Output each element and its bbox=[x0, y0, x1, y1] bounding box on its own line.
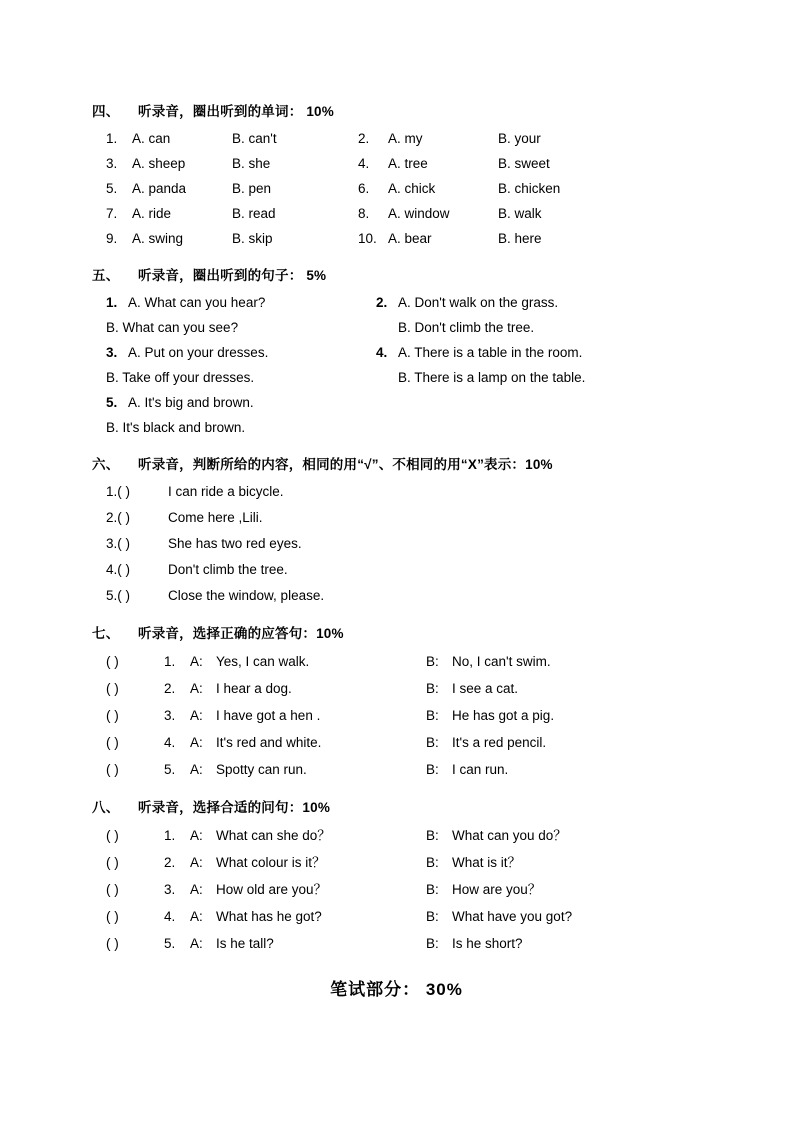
question-number: 10. bbox=[358, 231, 377, 246]
question-number: 1. bbox=[164, 828, 176, 843]
option-b-label: B: bbox=[426, 828, 439, 843]
option-b[interactable]: What have you got? bbox=[452, 909, 573, 924]
question-right bbox=[356, 290, 558, 315]
answer-blank[interactable]: ( ) bbox=[106, 882, 119, 897]
option-a-label: A: bbox=[190, 708, 203, 723]
question-number: 5. bbox=[164, 936, 176, 951]
option-b[interactable]: B. she bbox=[232, 156, 271, 171]
question-row bbox=[92, 930, 712, 957]
spacer bbox=[376, 315, 398, 340]
question-number: 3. bbox=[106, 345, 118, 360]
question-text: Come here ,Lili. bbox=[168, 510, 263, 525]
option-b[interactable]: B. walk bbox=[498, 206, 542, 221]
answer-blank[interactable]: 3.( ) bbox=[106, 536, 131, 551]
question-row bbox=[92, 756, 712, 783]
option-b[interactable]: How are you？ bbox=[452, 882, 542, 897]
option-a[interactable]: A. tree bbox=[388, 156, 428, 171]
option-b-label: B: bbox=[426, 708, 439, 723]
question-left bbox=[92, 226, 358, 251]
question-row bbox=[92, 340, 712, 365]
question-number: 5. bbox=[106, 395, 118, 410]
question-right bbox=[358, 151, 550, 176]
option-a[interactable]: I hear a dog. bbox=[216, 681, 292, 696]
option-b-label: B: bbox=[426, 909, 439, 924]
option-a[interactable]: A. There is a table in the room. bbox=[398, 345, 583, 360]
section-eight-heading bbox=[92, 796, 712, 816]
question-number: 5. bbox=[106, 181, 118, 196]
option-b[interactable]: B. read bbox=[232, 206, 276, 221]
answer-blank[interactable]: ( ) bbox=[106, 762, 119, 777]
question-row bbox=[92, 390, 712, 415]
section-five bbox=[92, 264, 712, 440]
option-b-label: B: bbox=[426, 936, 439, 951]
option-b[interactable]: He has got a pig. bbox=[452, 708, 555, 723]
option-a[interactable]: A. chick bbox=[388, 181, 436, 196]
section-eight-title: 听录音，选择合适的问句：10% bbox=[138, 800, 331, 815]
question-row bbox=[92, 201, 712, 226]
option-a-label: A: bbox=[190, 936, 203, 951]
option-a[interactable]: How old are you？ bbox=[216, 882, 328, 897]
question-row bbox=[92, 583, 712, 609]
section-five-number: 五、 bbox=[92, 268, 120, 283]
question-row bbox=[92, 531, 712, 557]
question-number: 3. bbox=[106, 156, 118, 171]
option-a[interactable]: A. It's big and brown. bbox=[128, 395, 254, 410]
option-a[interactable]: It's red and white. bbox=[216, 735, 322, 750]
question-row bbox=[92, 729, 712, 756]
option-b[interactable]: B. skip bbox=[232, 231, 273, 246]
answer-blank[interactable]: ( ) bbox=[106, 909, 119, 924]
answer-blank[interactable]: 1.( ) bbox=[106, 484, 131, 499]
question-number: 3. bbox=[164, 882, 176, 897]
question-number: 8. bbox=[358, 206, 370, 221]
section-seven-number: 七、 bbox=[92, 626, 120, 641]
question-number: 4. bbox=[164, 909, 176, 924]
option-b[interactable]: B. What can you see? bbox=[106, 320, 239, 335]
option-b-label: B: bbox=[426, 735, 439, 750]
answer-blank[interactable]: ( ) bbox=[106, 708, 119, 723]
option-b[interactable]: No, I can't swim. bbox=[452, 654, 551, 669]
question-text: Close the window, please. bbox=[168, 588, 325, 603]
option-b[interactable]: It's a red pencil. bbox=[452, 735, 547, 750]
option-a[interactable]: Spotty can run. bbox=[216, 762, 307, 777]
question-number: 2. bbox=[164, 681, 176, 696]
question-row bbox=[92, 557, 712, 583]
option-a[interactable]: What colour is it？ bbox=[216, 855, 326, 870]
option-b[interactable]: B. There is a lamp on the table. bbox=[398, 370, 586, 385]
question-row bbox=[92, 151, 712, 176]
option-a[interactable]: Is he tall? bbox=[216, 936, 274, 951]
question-row bbox=[92, 226, 712, 251]
paper-content bbox=[92, 100, 712, 970]
option-b[interactable]: What is it？ bbox=[452, 855, 522, 870]
option-a-label: A: bbox=[190, 762, 203, 777]
answer-blank[interactable]: ( ) bbox=[106, 936, 119, 951]
answer-blank[interactable]: ( ) bbox=[106, 654, 119, 669]
option-a[interactable]: A. sheep bbox=[132, 156, 186, 171]
answer-blank[interactable]: 2.( ) bbox=[106, 510, 131, 525]
option-b-label: B: bbox=[426, 882, 439, 897]
option-b[interactable]: B. sweet bbox=[498, 156, 550, 171]
question-number: 1. bbox=[106, 295, 118, 310]
answer-blank[interactable]: 4.( ) bbox=[106, 562, 131, 577]
option-a-label: A: bbox=[190, 855, 203, 870]
question-row bbox=[92, 849, 712, 876]
question-row bbox=[92, 675, 712, 702]
section-seven-heading bbox=[92, 622, 712, 642]
option-a[interactable]: A. Don't walk on the grass. bbox=[398, 295, 559, 310]
answer-blank[interactable]: ( ) bbox=[106, 855, 119, 870]
question-number: 4. bbox=[358, 156, 370, 171]
question-right bbox=[358, 226, 542, 251]
option-a[interactable]: A. swing bbox=[132, 231, 184, 246]
option-a[interactable]: What can she do？ bbox=[216, 828, 331, 843]
question-number: 3. bbox=[164, 708, 176, 723]
question-number: 2. bbox=[358, 131, 370, 146]
option-b-label: B: bbox=[426, 762, 439, 777]
option-b[interactable]: B. chicken bbox=[498, 181, 561, 196]
question-row bbox=[92, 176, 712, 201]
section-four-heading bbox=[92, 100, 712, 120]
option-a[interactable]: A. panda bbox=[132, 181, 187, 196]
option-a[interactable]: Yes, I can walk. bbox=[216, 654, 310, 669]
section-four bbox=[92, 100, 712, 251]
question-row bbox=[92, 126, 712, 151]
section-five-heading bbox=[92, 264, 712, 284]
option-a-label: A: bbox=[190, 735, 203, 750]
question-row bbox=[92, 822, 712, 849]
question-number: 2. bbox=[376, 295, 388, 310]
option-b-label: B: bbox=[426, 855, 439, 870]
section-six bbox=[92, 453, 712, 609]
option-a-label: A: bbox=[190, 909, 203, 924]
section-eight bbox=[92, 796, 712, 957]
option-b[interactable]: Is he short? bbox=[452, 936, 523, 951]
question-left bbox=[92, 151, 358, 176]
section-six-title: 听录音，判断所给的内容，相同的用“√”、不相同的用“X”表示：10% bbox=[138, 457, 553, 472]
spacer bbox=[376, 365, 398, 390]
question-left bbox=[92, 176, 358, 201]
question-number: 1. bbox=[106, 131, 118, 146]
option-b-label: B: bbox=[426, 654, 439, 669]
question-number: 1. bbox=[164, 654, 176, 669]
question-number: 4. bbox=[164, 735, 176, 750]
question-left bbox=[92, 126, 358, 151]
question-left bbox=[92, 365, 356, 390]
option-a[interactable]: A. What can you hear? bbox=[128, 295, 266, 310]
option-b[interactable]: What can you do？ bbox=[452, 828, 567, 843]
question-row bbox=[92, 702, 712, 729]
question-right bbox=[358, 176, 560, 201]
option-a[interactable]: A. Put on your dresses. bbox=[128, 345, 269, 360]
answer-blank[interactable]: ( ) bbox=[106, 828, 119, 843]
question-text: I can ride a bicycle. bbox=[168, 484, 284, 499]
question-text: Don't climb the tree. bbox=[168, 562, 288, 577]
section-five-title: 听录音，圈出听到的句子： 5% bbox=[138, 268, 327, 283]
option-b[interactable]: B. here bbox=[498, 231, 542, 246]
question-left bbox=[92, 340, 356, 365]
section-six-heading bbox=[92, 453, 712, 473]
question-row bbox=[92, 876, 712, 903]
option-a-label: A: bbox=[190, 828, 203, 843]
option-b[interactable]: I see a cat. bbox=[452, 681, 519, 696]
option-b[interactable]: I can run. bbox=[452, 762, 509, 777]
section-four-title: 听录音，圈出听到的单词： 10% bbox=[138, 104, 334, 119]
option-b[interactable]: B. can't bbox=[232, 131, 277, 146]
question-number: 2. bbox=[164, 855, 176, 870]
option-a-label: A: bbox=[190, 654, 203, 669]
question-left bbox=[92, 201, 358, 226]
option-a[interactable]: What has he got? bbox=[216, 909, 322, 924]
section-seven bbox=[92, 622, 712, 783]
question-number: 9. bbox=[106, 231, 118, 246]
question-row bbox=[92, 648, 712, 675]
option-b[interactable]: B. It's black and brown. bbox=[106, 420, 246, 435]
answer-blank[interactable]: 5.( ) bbox=[106, 588, 131, 603]
option-a[interactable]: A. window bbox=[388, 206, 450, 221]
option-a[interactable]: A. ride bbox=[132, 206, 172, 221]
answer-blank[interactable]: ( ) bbox=[106, 681, 119, 696]
question-row bbox=[92, 290, 712, 315]
question-right bbox=[356, 340, 582, 365]
option-a[interactable]: I have got a hen . bbox=[216, 708, 321, 723]
option-b[interactable]: B. Take off your dresses. bbox=[106, 370, 255, 385]
question-left bbox=[92, 390, 356, 415]
question-row-cont bbox=[92, 415, 712, 440]
section-six-number: 六、 bbox=[92, 457, 120, 472]
question-left bbox=[92, 315, 356, 340]
option-b[interactable]: B. Don't climb the tree. bbox=[398, 320, 535, 335]
question-row-cont bbox=[92, 315, 712, 340]
question-right bbox=[358, 126, 541, 151]
question-right bbox=[356, 365, 585, 390]
option-a-label: A: bbox=[190, 882, 203, 897]
option-b-label: B: bbox=[426, 681, 439, 696]
question-row bbox=[92, 479, 712, 505]
section-four-number: 四、 bbox=[92, 104, 120, 119]
option-b[interactable]: B. your bbox=[498, 131, 541, 146]
answer-blank[interactable]: ( ) bbox=[106, 735, 119, 750]
option-a[interactable]: A. can bbox=[132, 131, 171, 146]
question-left bbox=[92, 415, 356, 440]
question-row bbox=[92, 903, 712, 930]
question-right bbox=[358, 201, 542, 226]
question-row-cont bbox=[92, 365, 712, 390]
section-eight-number: 八、 bbox=[92, 800, 120, 815]
question-number: 6. bbox=[358, 181, 370, 196]
option-a-label: A: bbox=[190, 681, 203, 696]
question-text: She has two red eyes. bbox=[168, 536, 302, 551]
option-a[interactable]: A. bear bbox=[388, 231, 432, 246]
option-a[interactable]: A. my bbox=[388, 131, 423, 146]
question-row bbox=[92, 505, 712, 531]
question-right bbox=[356, 315, 534, 340]
option-b[interactable]: B. pen bbox=[232, 181, 272, 196]
question-left bbox=[92, 290, 356, 315]
question-number: 5. bbox=[164, 762, 176, 777]
written-part-title: 笔试部分： 30% bbox=[330, 980, 463, 999]
question-number: 7. bbox=[106, 206, 118, 221]
section-seven-title: 听录音，选择正确的应答句：10% bbox=[138, 626, 344, 641]
question-number: 4. bbox=[376, 345, 388, 360]
